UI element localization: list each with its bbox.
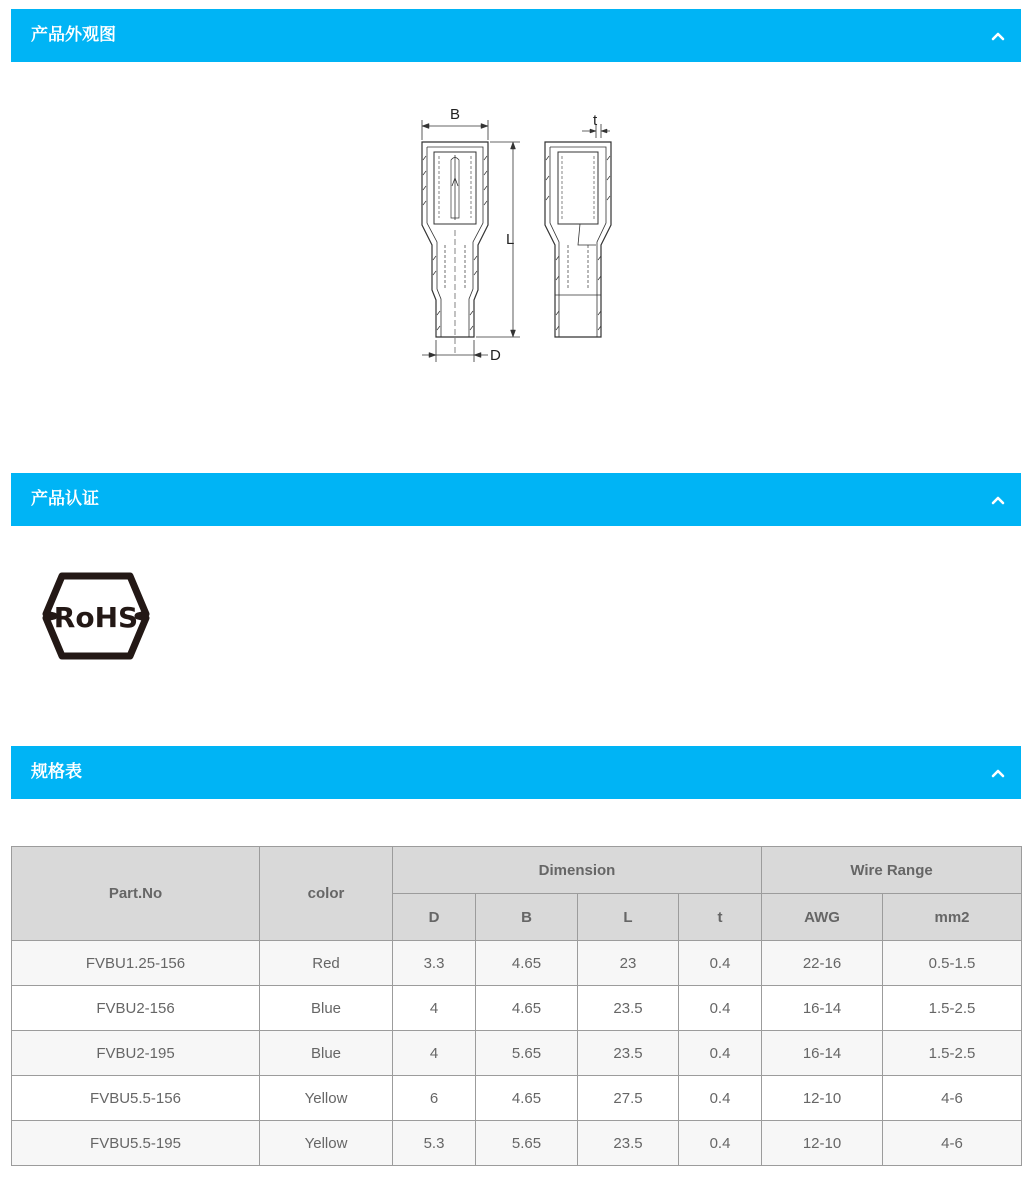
table-row xyxy=(12,1076,1022,1121)
cell-t: 0.4 xyxy=(679,1076,762,1121)
cell-awg: 16-14 xyxy=(762,986,883,1031)
cell-part-no: FVBU1.25-156 xyxy=(12,941,260,986)
cell-mm2: 1.5-2.5 xyxy=(883,1031,1022,1076)
header-d: D xyxy=(393,894,476,941)
cell-mm2: 4-6 xyxy=(883,1121,1022,1166)
table-row xyxy=(12,941,1022,986)
cell-mm2: 4-6 xyxy=(883,1076,1022,1121)
chevron-up-icon[interactable] xyxy=(989,764,1007,782)
header-dimension: Dimension xyxy=(393,847,762,894)
cell-d: 3.3 xyxy=(393,941,476,986)
dimension-label-t: t xyxy=(593,112,598,129)
cell-b: 4.65 xyxy=(476,986,578,1031)
cell-b: 5.65 xyxy=(476,1121,578,1166)
cell-l: 23.5 xyxy=(578,986,679,1031)
section-title-specs: 规格表 xyxy=(31,762,82,782)
cell-color: Yellow xyxy=(260,1121,393,1166)
cell-l: 27.5 xyxy=(578,1076,679,1121)
cell-awg: 12-10 xyxy=(762,1121,883,1166)
cell-t: 0.4 xyxy=(679,1121,762,1166)
cell-t: 0.4 xyxy=(679,941,762,986)
cell-d: 4 xyxy=(393,1031,476,1076)
spec-table xyxy=(11,846,1022,1166)
cell-b: 5.65 xyxy=(476,1031,578,1076)
header-awg: AWG xyxy=(762,894,883,941)
section-header-specs[interactable] xyxy=(11,746,1021,799)
header-b: B xyxy=(476,894,578,941)
cell-b: 4.65 xyxy=(476,1076,578,1121)
dimension-label-b: B xyxy=(450,106,461,123)
rohs-logo xyxy=(40,570,152,662)
cell-b: 4.65 xyxy=(476,941,578,986)
table-row xyxy=(12,1121,1022,1166)
cell-awg: 12-10 xyxy=(762,1076,883,1121)
section-header-certification[interactable] xyxy=(11,473,1021,526)
section-title-certification: 产品认证 xyxy=(31,489,99,509)
header-t: t xyxy=(679,894,762,941)
cell-color: Blue xyxy=(260,986,393,1031)
chevron-up-icon[interactable] xyxy=(989,27,1007,45)
cell-l: 23 xyxy=(578,941,679,986)
cell-d: 4 xyxy=(393,986,476,1031)
cell-d: 5.3 xyxy=(393,1121,476,1166)
header-part-no: Part.No xyxy=(12,847,260,941)
cell-part-no: FVBU5.5-156 xyxy=(12,1076,260,1121)
product-drawing xyxy=(410,100,640,370)
cell-color: Blue xyxy=(260,1031,393,1076)
cell-t: 0.4 xyxy=(679,1031,762,1076)
section-header-appearance[interactable] xyxy=(11,9,1021,62)
cell-awg: 16-14 xyxy=(762,1031,883,1076)
cell-l: 23.5 xyxy=(578,1121,679,1166)
cell-awg: 22-16 xyxy=(762,941,883,986)
dimension-label-d: D xyxy=(490,347,501,364)
cell-d: 6 xyxy=(393,1076,476,1121)
rohs-text: RoHS xyxy=(53,601,139,634)
cell-mm2: 0.5-1.5 xyxy=(883,941,1022,986)
section-title-appearance: 产品外观图 xyxy=(31,25,116,45)
cell-t: 0.4 xyxy=(679,986,762,1031)
cell-color: Red xyxy=(260,941,393,986)
header-wire-range: Wire Range xyxy=(762,847,1022,894)
cell-part-no: FVBU2-195 xyxy=(12,1031,260,1076)
cell-part-no: FVBU5.5-195 xyxy=(12,1121,260,1166)
dimension-label-l: L xyxy=(506,231,515,248)
chevron-up-icon[interactable] xyxy=(989,491,1007,509)
table-row xyxy=(12,1031,1022,1076)
cell-color: Yellow xyxy=(260,1076,393,1121)
cell-mm2: 1.5-2.5 xyxy=(883,986,1022,1031)
header-l: L xyxy=(578,894,679,941)
table-row xyxy=(12,986,1022,1031)
header-color: color xyxy=(260,847,393,941)
cell-l: 23.5 xyxy=(578,1031,679,1076)
header-mm2: mm2 xyxy=(883,894,1022,941)
cell-part-no: FVBU2-156 xyxy=(12,986,260,1031)
